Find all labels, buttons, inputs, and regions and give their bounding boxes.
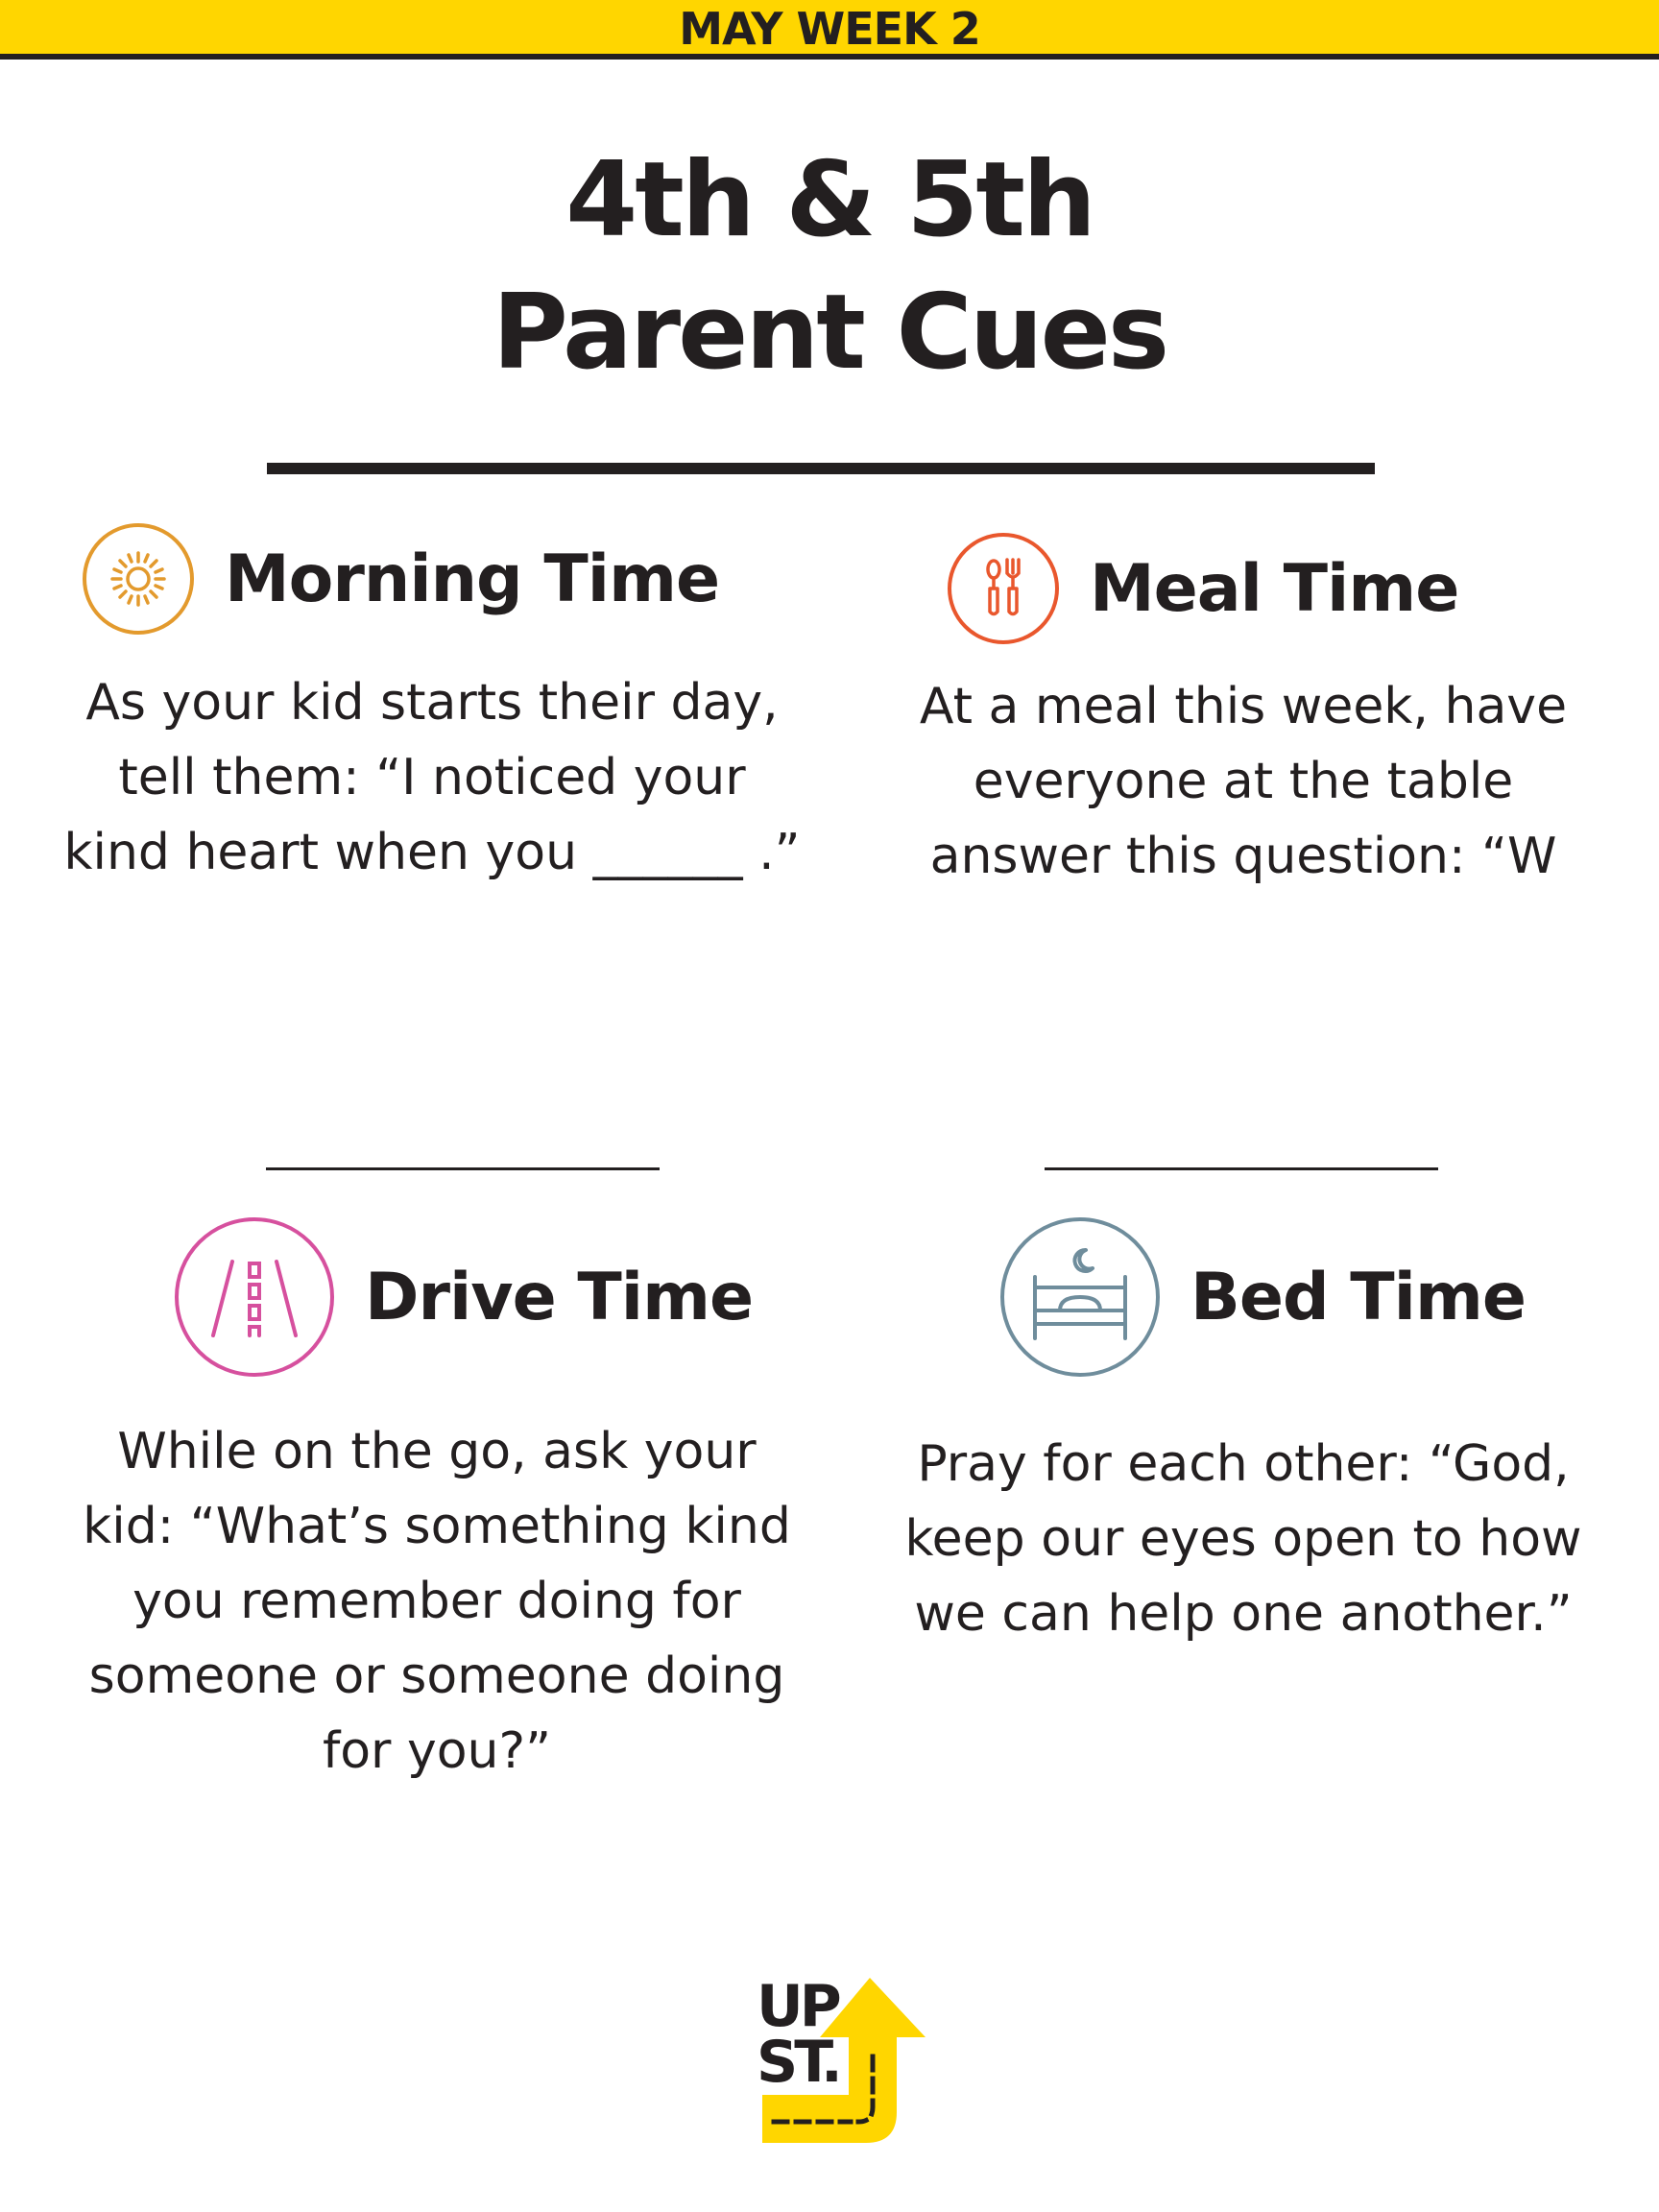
sun-icon xyxy=(81,521,196,637)
utensils-icon xyxy=(946,531,1061,646)
morning-time-text: As your kid starts their day, tell them: “I noticed your kind heart when you ______ .” xyxy=(63,674,801,881)
banner-title: MAY WEEK 2 xyxy=(679,3,980,55)
bed-time-heading xyxy=(998,1215,1526,1379)
morning-time-heading xyxy=(81,521,719,637)
meal-time-heading xyxy=(946,531,1458,646)
road-icon xyxy=(173,1215,336,1379)
page-title-line-2: Parent Cues xyxy=(492,273,1167,393)
drive-time-text: While on the go, ask your kid: “What’s something kind you remember doing for someone or someone doing for you?” xyxy=(83,1423,791,1780)
bed-time-text: Pray for each other: “God, keep our eyes open to how we can help one another.” xyxy=(904,1435,1582,1643)
page-title-line-1: 4th & 5th xyxy=(565,140,1094,260)
morning-time-label: Morning Time xyxy=(225,541,720,617)
title-divider xyxy=(267,463,1375,474)
drive-time-label: Drive Time xyxy=(365,1259,754,1335)
bed-moon-icon xyxy=(998,1215,1162,1379)
meal-time-label: Meal Time xyxy=(1090,550,1459,627)
drive-time-heading xyxy=(173,1215,753,1379)
page-title xyxy=(0,134,1659,399)
upst-logo xyxy=(755,1968,927,2149)
logo-line-2: ST. xyxy=(757,2029,839,2096)
meal-time-text: At a meal this week, have everyone at the table answer this question: “W xyxy=(919,678,1568,885)
section-divider-right xyxy=(1045,1167,1438,1170)
header-banner xyxy=(0,0,1659,60)
logo-line-1: UP xyxy=(757,1973,838,2040)
section-divider-left xyxy=(266,1167,660,1170)
bed-time-label: Bed Time xyxy=(1190,1259,1526,1335)
